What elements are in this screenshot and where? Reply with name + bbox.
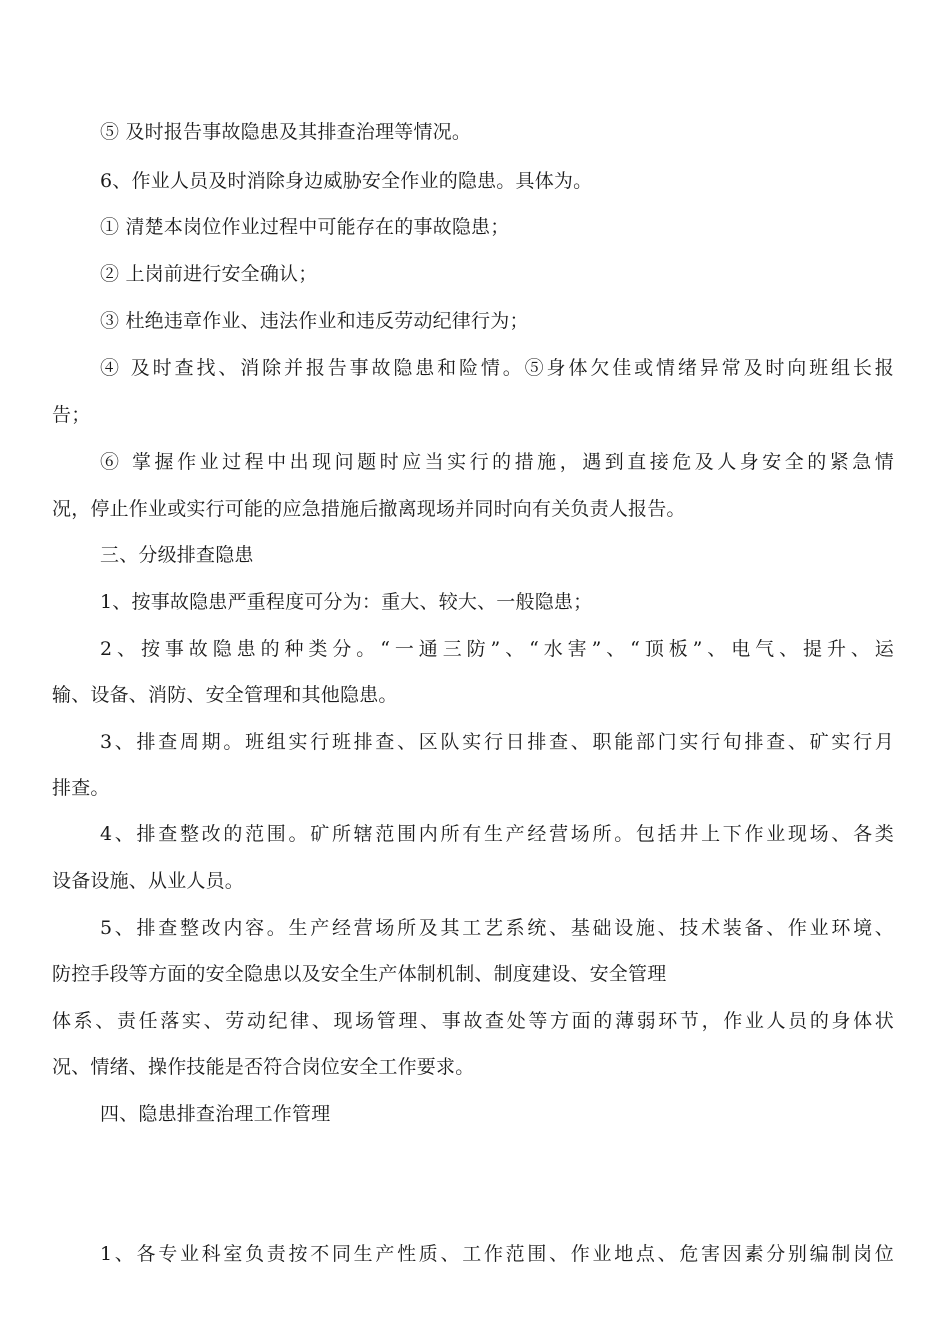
text-line: ③ 杜绝违章作业、违法作业和违反劳动纪律行为； — [100, 310, 529, 332]
text-line: ⑤ 及时报告事故隐患及其排查治理等情况。 — [100, 121, 472, 143]
section-heading: 三、分级排查隐患 — [100, 544, 254, 566]
text-line: ① 清楚本岗位作业过程中可能存在的事故隐患； — [100, 216, 510, 238]
text-line: 况，停止作业或实行可能的应急措施后撤离现场并同时向有关负责人报告。 — [52, 498, 686, 520]
text-line: 设备设施、从业人员。 — [52, 870, 245, 892]
text-line: 3、排查周期。班组实行班排查、区队实行日排查、职能部门实行旬排查、矿实行月 — [100, 731, 894, 753]
text-line: 1、按事故隐患严重程度可分为：重大、较大、一般隐患； — [100, 591, 593, 613]
text-line: 体系、责任落实、劳动纪律、现场管理、事故查处等方面的薄弱环节，作业人员的身体状 — [52, 1010, 894, 1032]
text-line: 6、作业人员及时消除身边威胁安全作业的隐患。具体为。 — [100, 170, 593, 192]
text-line: 5、排查整改内容。生产经营场所及其工艺系统、基础设施、技术装备、作业环境、 — [100, 917, 894, 939]
text-line: 输、设备、消防、安全管理和其他隐患。 — [52, 684, 398, 706]
text-line: 2、按事故隐患的种类分。“一通三防”、“水害”、“顶板”、电气、提升、运 — [100, 638, 894, 660]
text-line: 4、排查整改的范围。矿所辖范围内所有生产经营场所。包括井上下作业现场、各类 — [100, 823, 894, 845]
text-line: 防控手段等方面的安全隐患以及安全生产体制机制、制度建设、安全管理 — [52, 963, 667, 985]
text-line: 况、情绪、操作技能是否符合岗位安全工作要求。 — [52, 1056, 475, 1078]
text-line: ④ 及时查找、消除并报告事故隐患和险情。⑤身体欠佳或情绪异常及时向班组长报 — [100, 357, 894, 379]
text-line: ② 上岗前进行安全确认； — [100, 263, 318, 285]
section-heading: 四、隐患排查治理工作管理 — [100, 1103, 331, 1125]
text-line: 告； — [52, 404, 91, 426]
text-line: ⑥ 掌握作业过程中出现问题时应当实行的措施，遇到直接危及人身安全的紧急情 — [100, 451, 894, 473]
text-line: 1、各专业科室负责按不同生产性质、工作范围、作业地点、危害因素分别编制岗位 — [100, 1243, 894, 1265]
text-line: 排查。 — [52, 777, 110, 799]
